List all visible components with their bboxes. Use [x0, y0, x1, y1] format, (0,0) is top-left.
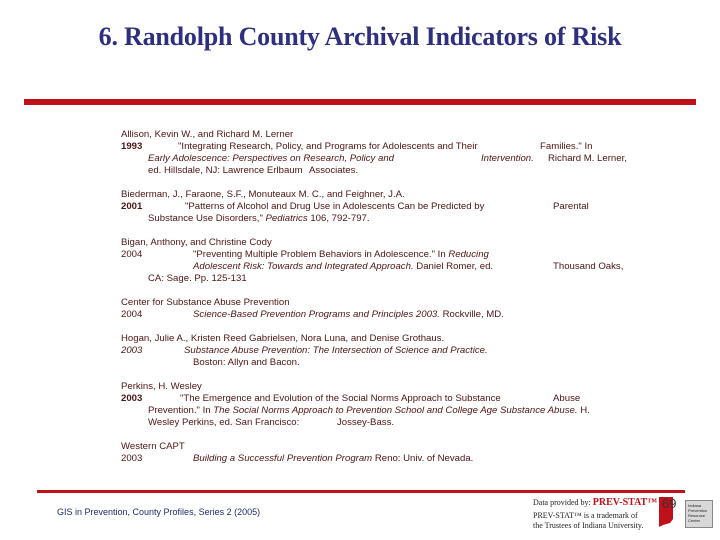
iprc-logo: Indiana Prevention Resource Center [685, 500, 713, 528]
ref-journal: Pediatrics [265, 213, 308, 224]
ref-text: Substance Use Disorders," [148, 213, 263, 224]
ref-author: Center for Substance Abuse Prevention [121, 297, 290, 308]
ref-year: 2003 [121, 393, 143, 404]
ref-title: Science-Based Prevention Programs and Principles 2003. [193, 309, 440, 320]
ref-text: Daniel Romer, ed. [416, 261, 494, 272]
ref-text: Associates. [309, 165, 359, 176]
ref-text: "Integrating Research, Policy, and Programs for Adolescents and Their [178, 141, 478, 152]
ref-text: "Preventing Multiple Problem Behaviors in Adolescence." In [193, 249, 446, 260]
logo-line: the Trustees of Indiana University. [533, 521, 644, 530]
ref-text: "The Emergence and Evolution of the Social Norms Approach to Substance [180, 393, 501, 404]
logo-prefix: Data provided by: [533, 498, 591, 507]
footer-divider [37, 490, 685, 493]
ref-text: ed. Hillsdale, NJ: Lawrence Erlbaum [148, 165, 303, 176]
page-title: 6. Randolph County Archival Indicators of Risk [98, 22, 622, 51]
ref-title: Early Adolescence: Perspectives on Research, Policy and [148, 153, 395, 164]
ref-year: 2004 [121, 249, 143, 260]
ref-line [193, 249, 489, 261]
ref-text: 106, 792-797. [310, 213, 370, 224]
ref-line [148, 405, 590, 417]
title-divider [24, 99, 696, 105]
ref-text: CA: Sage. Pp. 125-131 [148, 273, 247, 284]
ref-text: Richard M. Lerner, [548, 153, 627, 164]
ref-title: Intervention. [481, 153, 534, 164]
ref-text: "Patterns of Alcohol and Drug Use in Adolescents Can be Predicted by [185, 201, 485, 212]
ref-author: Bigan, Anthony, and Christine Cody [121, 237, 272, 248]
footer-text: GIS in Prevention, County Profiles, Series 2 (2005) [57, 507, 261, 517]
ref-title: Adolescent Risk: Towards and Integrated Approach. [193, 261, 414, 272]
ref-year: 2001 [121, 201, 143, 212]
logo-brand: PREV-STAT™ [592, 497, 658, 508]
ref-text: Boston: Allyn and Bacon. [193, 357, 300, 368]
page-number: 69 [662, 496, 677, 511]
ref-title: Building a Successful Prevention Program [193, 453, 373, 464]
ref-author: Biederman, J., Faraone, S.F., Monuteaux M. C., and Feighner, J.A. [121, 189, 405, 200]
ref-year: 2004 [121, 309, 143, 320]
ref-author: Perkins, H. Wesley [121, 381, 202, 392]
ref-year: 2003 [121, 453, 143, 464]
ref-text: Rockville, MD. [442, 309, 504, 320]
logo-line: PREV-STAT™ is a trademark of [533, 511, 638, 520]
ref-line [193, 261, 493, 273]
ref-text: H. [580, 405, 590, 416]
ref-title: The Social Norms Approach to Prevention School and College Age Substance Abuse. [213, 405, 578, 416]
ref-year: 2003 [121, 345, 143, 356]
ref-text: Jossey-Bass. [337, 417, 395, 428]
ref-text: Parental [553, 201, 589, 212]
ref-title: Substance Abuse Prevention: The Intersection of Science and Practice. [184, 345, 488, 356]
ref-title: Reducing [448, 249, 489, 260]
ref-line [193, 309, 504, 321]
prev-stat-logo [533, 498, 657, 531]
ref-author: Western CAPT [121, 441, 185, 452]
ref-text: Thousand Oaks, [553, 261, 624, 272]
ref-text: Families." In [540, 141, 593, 152]
ref-author: Allison, Kevin W., and Richard M. Lerner [121, 129, 294, 140]
ref-line [193, 453, 473, 465]
ref-line [148, 213, 370, 225]
ref-author: Hogan, Julie A., Kristen Reed Gabrielsen, Nora Luna, and Denise Grothaus. [121, 333, 445, 344]
ref-text: Reno: Univ. of Nevada. [374, 453, 474, 464]
ref-text: Prevention." In [148, 405, 211, 416]
ref-text: Wesley Perkins, ed. San Francisco: [148, 417, 300, 428]
ref-year: 1993 [121, 141, 143, 152]
ref-text: Abuse [553, 393, 581, 404]
